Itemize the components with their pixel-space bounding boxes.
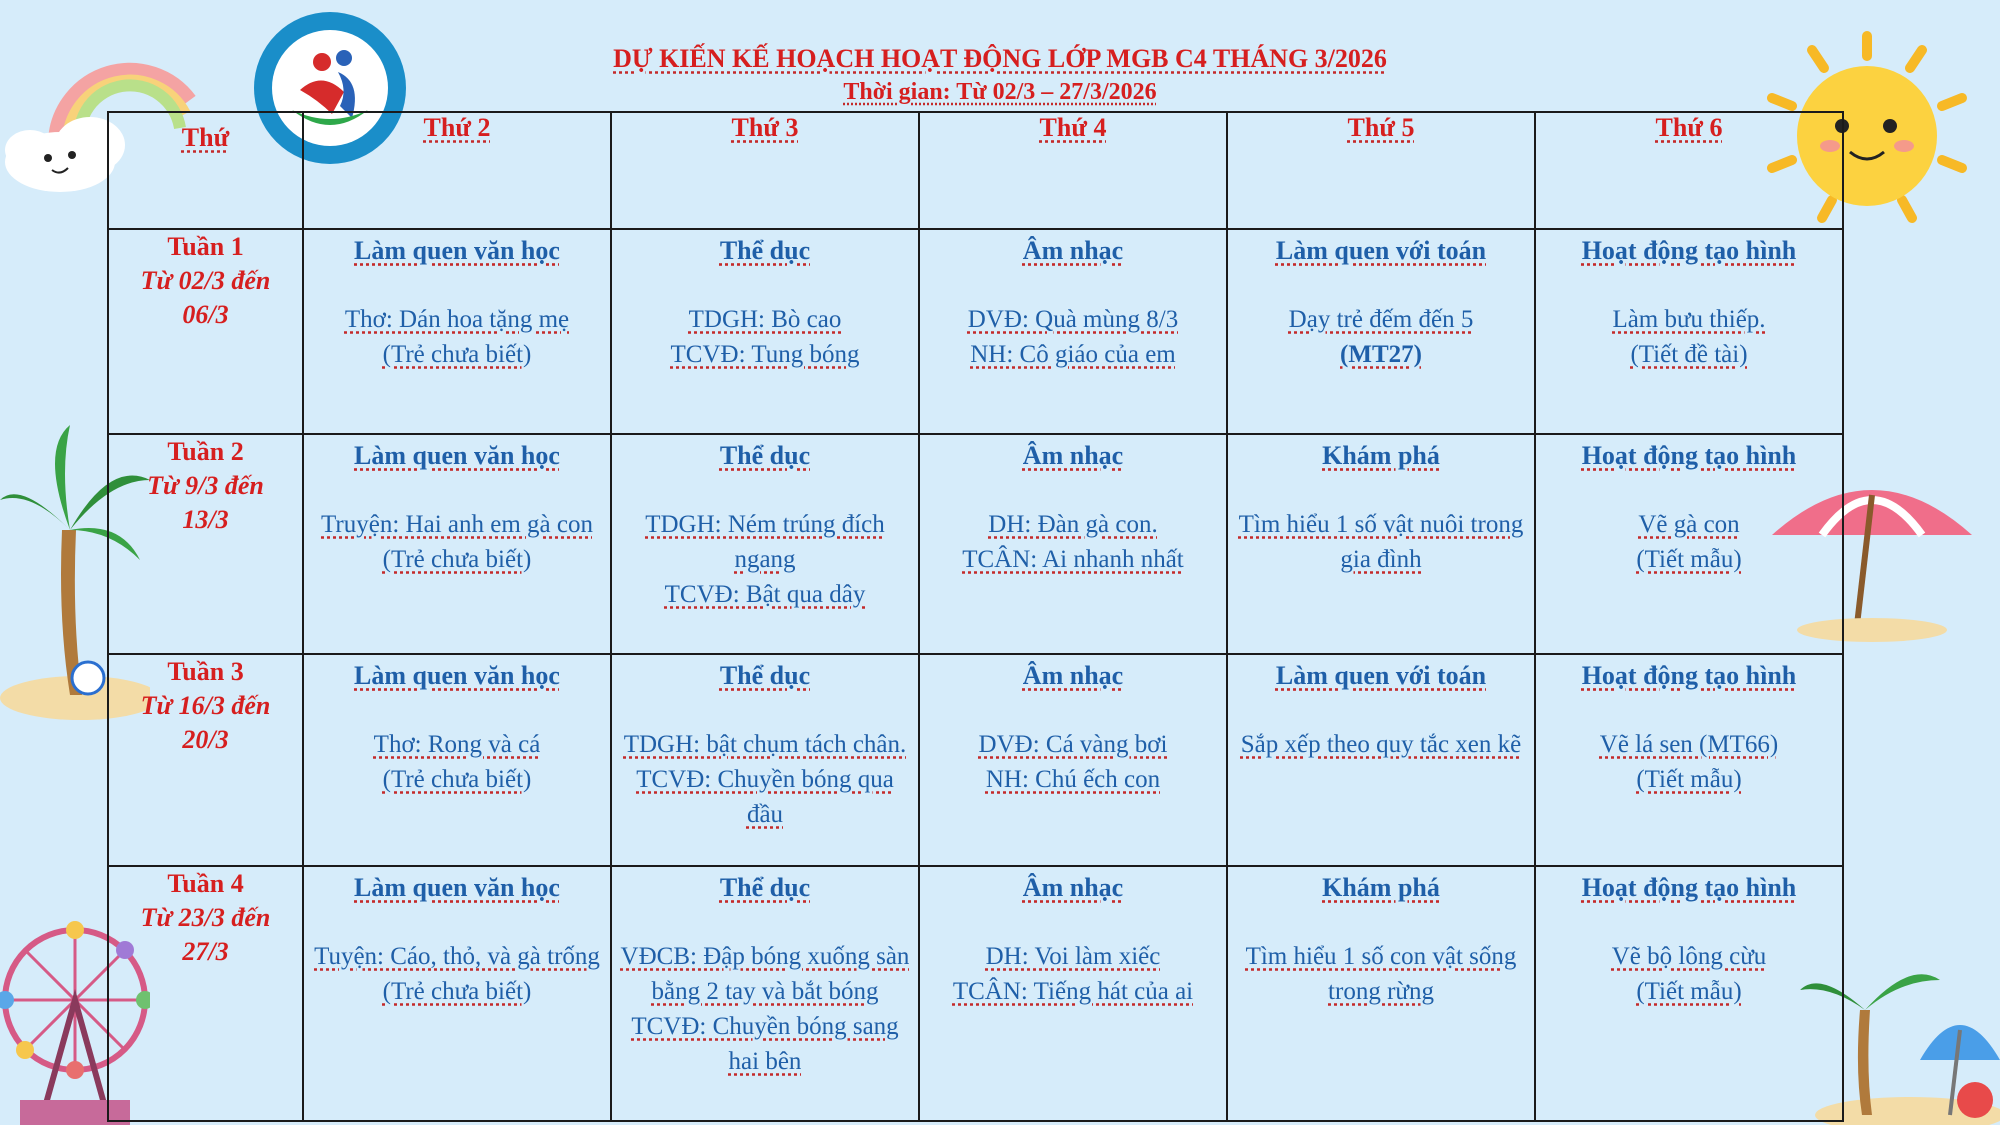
activity-subject: Làm quen văn học [354,873,560,902]
activity-cell [1227,229,1535,434]
activity-subject: Làm quen văn học [354,441,560,470]
activity-line: Tìm hiểu 1 số vật nuôi trong gia đình [1238,511,1524,573]
activity-subject: Khám phá [1322,441,1440,470]
activity-content [920,939,1226,1009]
week-range: Từ 23/3 đến 27/3 [140,903,271,966]
activity-cell [1227,866,1535,1121]
activity-line: TCVĐ: Bật qua dây [664,581,866,608]
activity-cell [611,866,919,1121]
activity-line: TCÂN: Ai nhanh nhất [962,546,1184,573]
activity-line: Vẽ gà con [1638,511,1740,538]
activity-subject: Âm nhạc [1022,236,1124,265]
activity-content [304,302,610,372]
activity-subject: Hoạt động tạo hình [1581,661,1797,690]
page-title: DỰ KIẾN KẾ HOẠCH HOẠT ĐỘNG LỚP MGB C4 THÁNG 3/2026 [613,44,1387,73]
activity-line: NH: Chú ếch con [985,766,1161,793]
activity-subject: Thể dục [719,873,811,902]
activity-subject: Làm quen với toán [1275,236,1487,265]
activity-cell [303,654,611,866]
week-range: Từ 9/3 đến 13/3 [147,471,264,534]
activity-line: (MT27) [1340,341,1422,368]
corner-header: Thứ [108,112,303,229]
week-label: Tuần 3 [167,657,244,686]
activity-cell [611,434,919,654]
activity-content [1228,939,1534,1009]
activity-line: DH: Voi làm xiếc [985,943,1161,970]
activity-line: (Trẻ chưa biết) [382,341,532,368]
activity-line: Thơ: Rong và cá [373,731,541,758]
table-row [108,229,1843,434]
activity-subject: Khám phá [1322,873,1440,902]
page-subtitle: Thời gian: Từ 02/3 – 27/3/2026 [843,79,1157,105]
activity-line: VĐCB: Đập bóng xuống sàn bằng 2 tay và bắt bóng [620,943,910,1005]
activity-line: TDGH: bật chụm tách chân. [623,731,907,758]
activity-line: Vẽ bộ lông cừu [1611,943,1767,970]
activity-cell [1227,654,1535,866]
activity-content [304,939,610,1009]
activity-content [1536,727,1842,797]
activity-cell [303,434,611,654]
activity-line: Thơ: Dán hoa tặng mẹ [344,306,570,333]
activity-cell [1535,434,1843,654]
activity-subject: Hoạt động tạo hình [1581,441,1797,470]
activity-content [1536,507,1842,577]
activity-cell [1535,654,1843,866]
activity-content [612,939,918,1079]
activity-line: Truyện: Hai anh em gà con [321,511,593,538]
activity-line: Làm bưu thiếp. [1612,306,1766,333]
activity-line: Sắp xếp theo quy tắc xen kẽ [1240,731,1522,758]
activity-subject: Làm quen với toán [1275,661,1487,690]
activity-cell [1227,434,1535,654]
activity-content [920,727,1226,797]
week-label: Tuần 4 [167,869,244,898]
activity-content [1228,507,1534,577]
day-header: Thứ 5 [1227,112,1535,229]
activity-subject: Âm nhạc [1022,661,1124,690]
activity-content [920,507,1226,577]
activity-content [1228,727,1534,762]
activity-content [304,727,610,797]
activity-line: DVĐ: Cá vàng bơi [978,731,1168,758]
week-cell [108,434,303,654]
day-header: Thứ 2 [303,112,611,229]
activity-cell [611,654,919,866]
activity-line: Vẽ lá sen (MT66) [1599,731,1779,758]
activity-subject: Âm nhạc [1022,873,1124,902]
activity-subject: Thể dục [719,661,811,690]
activity-line: DVĐ: Quà mùng 8/3 [967,306,1179,333]
day-header: Thứ 4 [919,112,1227,229]
activity-line: TCÂN: Tiếng hát của ai [952,978,1194,1005]
activity-line: Dạy trẻ đếm đến 5 [1288,306,1474,333]
activity-line: (Tiết mẫu) [1636,546,1742,573]
activity-line: (Trẻ chưa biết) [382,978,532,1005]
activity-content [612,507,918,612]
activity-cell [919,229,1227,434]
activity-cell [1535,866,1843,1121]
week-label: Tuần 2 [167,437,244,466]
activity-line: TCVĐ: Chuyền bóng qua đầu [636,766,894,828]
day-header: Thứ 3 [611,112,919,229]
activity-content [304,507,610,577]
activity-cell [303,229,611,434]
activity-subject: Âm nhạc [1022,441,1124,470]
week-cell [108,866,303,1121]
table-row [108,434,1843,654]
day-header: Thứ 6 [1535,112,1843,229]
activity-cell [919,434,1227,654]
activity-line: Tuyện: Cáo, thỏ, và gà trống [314,943,600,970]
activity-cell [303,866,611,1121]
week-label: Tuần 1 [167,232,244,261]
table-header-row [108,112,1843,229]
table-row [108,654,1843,866]
activity-line: (Tiết mẫu) [1636,766,1742,793]
activity-line: TDGH: Ném trúng đích ngang [645,511,885,573]
activity-content [1228,302,1534,372]
activity-line: TCVĐ: Tung bóng [670,341,860,368]
activity-content [1536,302,1842,372]
activity-content [1536,939,1842,1009]
activity-subject: Thể dục [719,236,811,265]
activity-line: (Trẻ chưa biết) [382,766,532,793]
activity-subject: Hoạt động tạo hình [1581,873,1797,902]
week-range: Từ 16/3 đến 20/3 [140,691,271,754]
activity-line: DH: Đàn gà con. [988,511,1158,538]
activity-cell [919,866,1227,1121]
table-row [108,866,1843,1121]
activity-line: TDGH: Bò cao [688,306,842,333]
activity-plan-table [107,111,1844,1122]
week-cell [108,229,303,434]
activity-cell [611,229,919,434]
activity-cell [919,654,1227,866]
activity-subject: Làm quen văn học [354,661,560,690]
activity-content [612,302,918,372]
activity-line: (Trẻ chưa biết) [382,546,532,573]
activity-content [612,727,918,832]
activity-line: (Tiết mẫu) [1636,978,1742,1005]
activity-subject: Làm quen văn học [354,236,560,265]
activity-line: (Tiết đề tài) [1630,341,1748,368]
activity-cell [1535,229,1843,434]
activity-line: Tìm hiểu 1 số con vật sống trong rừng [1245,943,1517,1005]
activity-subject: Thể dục [719,441,811,470]
activity-line: NH: Cô giáo của em [970,341,1176,368]
activity-subject: Hoạt động tạo hình [1581,236,1797,265]
activity-line: TCVĐ: Chuyền bóng sang hai bên [631,1013,899,1075]
week-cell [108,654,303,866]
week-range: Từ 02/3 đến 06/3 [140,266,271,329]
activity-content [920,302,1226,372]
